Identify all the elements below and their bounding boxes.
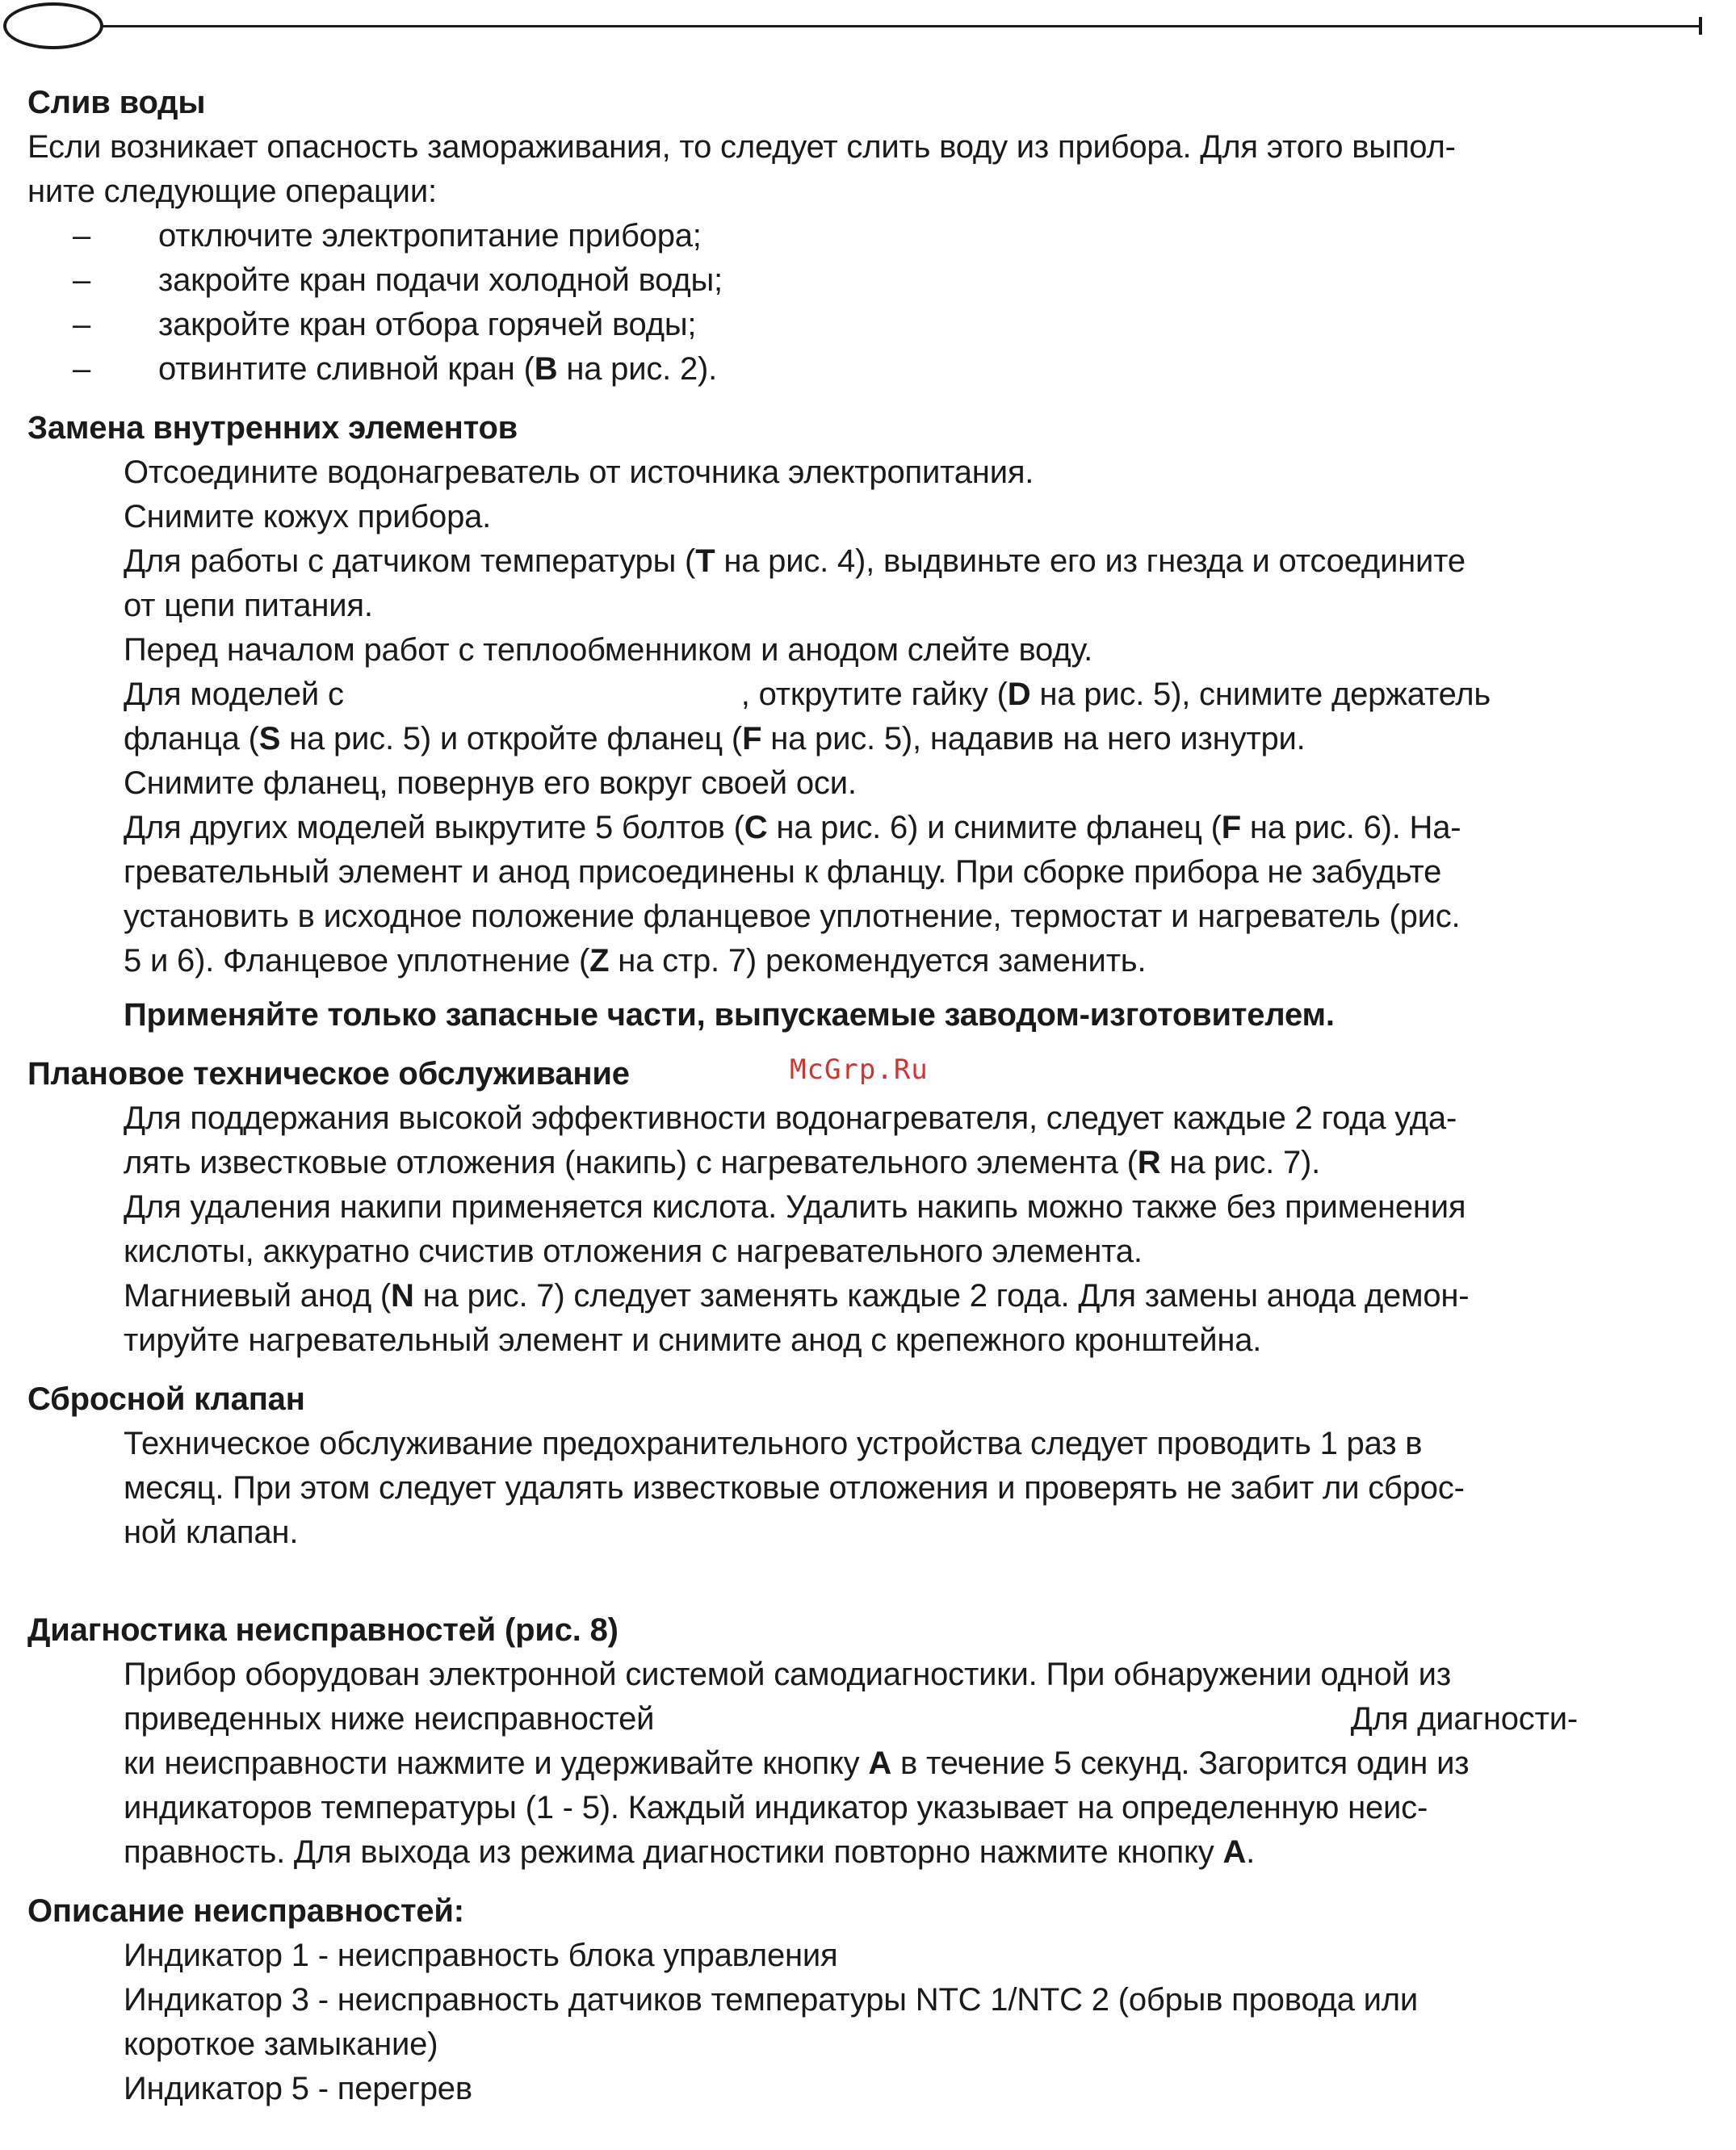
text-run: Для диагности- [1350,1701,1578,1737]
drain-intro-line-1: Если возникает опасность замораживания, то следует слить воду из прибора. Для этого выпол- [27,129,1456,165]
replace-line [124,539,1578,584]
dash-marker: – [73,262,91,298]
diagnostics-line: индикаторов температуры (1 - 5). Каждый индикатор указывает на определенную неис- [124,1790,1428,1825]
fault-line: Индикатор 1 - неисправность блока управления [124,1938,838,1973]
list-item-text: закройте кран подачи холодной воды; [158,262,723,298]
section-diagnostics [27,1608,1578,1875]
list-item-text: отключите электропитание прибора; [158,218,702,254]
list-item [27,347,1578,392]
maintenance-line: тируйте нагревательный элемент и снимите анод с крепежного кронштейна. [124,1322,1262,1358]
ref-letter: T [695,543,715,579]
diagnostics-line [124,1830,1578,1875]
replace-line: Отсоедините водонагреватель от источника электропитания. [124,455,1034,490]
maintenance-line: Для удаления накипи применяется кислота. Удалить накипь можно также без применения [124,1189,1466,1225]
text-run: Магниевый анод ( [124,1278,392,1314]
fault-line: короткое замыкание) [124,2026,438,2062]
text-run: на рис. 5), надавив на него изнутри. [761,721,1306,756]
ref-letter: S [258,721,281,756]
faults-body [27,1934,1578,2111]
replace-line: от цепи питания. [124,588,373,623]
ref-letter: F [742,721,762,756]
diagnostics-body [27,1653,1578,1875]
text-run: на рис. 7) следует заменять каждые 2 года. Для замены анода демон- [413,1278,1470,1314]
watermark: McGrp.Ru [790,1054,929,1086]
dash-marker: – [73,307,91,342]
ref-letter: C [744,810,768,845]
section-title-maintenance: Плановое техническое обслуживание [27,1056,630,1092]
text-run: , открутите гайку ( [740,677,1008,712]
text-run: лять известковые отложения (накипь) с нагревательного элемента ( [124,1145,1138,1180]
text-run: в течение 5 секунд. Загорится один из [891,1746,1470,1781]
section-title-replace: Замена внутренних элементов [27,410,518,446]
ref-letter: R [1137,1145,1161,1180]
text-run: на рис. 6) и снимите фланец ( [767,810,1222,845]
maintenance-body [27,1096,1578,1363]
text-run: на стр. 7) рекомендуется заменить. [609,943,1147,979]
replace-line [124,673,1578,717]
section-title-valve: Сбросной клапан [27,1381,305,1417]
replace-line [124,939,1578,983]
fault-line: Индикатор 3 - неисправность датчиков температуры NTC 1/NTC 2 (обрыв провода или [124,1982,1419,2018]
ref-letter: A [1222,1834,1247,1870]
text-run: Для других моделей выкрутите 5 болтов ( [124,810,744,845]
header-rule [100,25,1699,27]
text-run: на рис. 4), выдвиньте его из гнезда и отсоедините [715,543,1466,579]
drain-steps-list [27,214,1578,392]
ref-letter: A [868,1746,892,1781]
text-run: фланца ( [124,721,259,756]
text-run: ки неисправности нажмите и удерживайте кнопку [124,1746,869,1781]
maintenance-line: кислоты, аккуратно счистив отложения с нагревательного элемента. [124,1234,1143,1269]
replace-line: Снимите фланец, повернув его вокруг своей оси. [124,765,857,801]
dash-marker: – [73,351,91,387]
ref-letter: B [534,351,558,387]
replace-body [27,451,1578,1037]
section-title-diagnostics: Диагностика неисправностей (рис. 8) [27,1612,619,1648]
spare-parts-note: Применяйте только запасные части, выпускаемые заводом-изготовителем. [124,997,1335,1033]
fault-line: Индикатор 5 - перегрев [124,2071,472,2106]
text-run: отвинтите сливной кран ( [158,351,535,387]
replace-line: установить в исходное положение фланцевое уплотнение, термостат и нагреватель (рис. [124,899,1461,934]
document-body [27,81,1578,2111]
section-title-faults: Описание неисправностей: [27,1893,464,1929]
diagnostics-line: Прибор оборудован электронной системой самодиагностики. При обнаружении одной из [124,1657,1451,1692]
drain-intro-line-2: ните следующие операции: [27,174,437,209]
section-faults [27,1889,1578,2111]
valve-line: месяц. При этом следует удалять известковые отложения и проверять не забит ли сброс- [124,1470,1465,1506]
valve-body [27,1422,1578,1555]
dash-marker: – [73,218,91,254]
ref-letter: D [1007,677,1031,712]
ref-letter: Z [589,943,610,979]
list-item [27,214,1578,258]
maintenance-line [124,1141,1578,1185]
list-item-text [158,347,717,392]
page-number-oval [3,2,103,49]
text-run: 5 и 6). Фланцевое уплотнение ( [124,943,590,979]
text-run: приведенных ниже неисправностей [124,1701,655,1737]
ref-letter: F [1221,810,1241,845]
maintenance-line [124,1274,1578,1318]
replace-line [124,717,1578,761]
list-item [27,303,1578,347]
text-run: на рис. 6). На- [1240,810,1461,845]
text-run: правность. Для выхода из режима диагностики повторно нажмите кнопку [124,1834,1223,1870]
valve-line: Техническое обслуживание предохранительного устройства следует проводить 1 раз в [124,1426,1423,1461]
replace-line: Перед началом работ с теплообменником и анодом слейте воду. [124,632,1093,668]
replace-line: гревательный элемент и анод присоединены к фланцу. При сборке прибора не забудьте [124,854,1442,890]
replace-line [124,806,1578,850]
section-valve [27,1377,1578,1555]
text-run: на рис. 5), снимите держатель [1030,677,1491,712]
text-run: Для работы с датчиком температуры ( [124,543,696,579]
section-replace [27,406,1578,1037]
diagnostics-line [124,1697,1578,1741]
section-title-drain: Слив воды [27,85,206,120]
header-rule-end [1699,17,1702,35]
maintenance-line: Для поддержания высокой эффективности водонагревателя, следует каждые 2 года уда- [124,1100,1457,1136]
section-maintenance [27,1052,1578,1363]
text-run: Для моделей с [124,677,344,712]
list-item-text: закройте кран отбора горячей воды; [158,307,697,342]
diagnostics-line [124,1741,1578,1786]
ref-letter: N [391,1278,414,1314]
text-run: на рис. 2). [557,351,718,387]
text-run: на рис. 7). [1160,1145,1321,1180]
text-run: на рис. 5) и откройте фланец ( [280,721,743,756]
valve-line: ной клапан. [124,1515,299,1550]
list-item [27,258,1578,303]
replace-line: Снимите кожух прибора. [124,499,492,534]
text-run: . [1246,1834,1256,1870]
section-drain [27,81,1578,392]
